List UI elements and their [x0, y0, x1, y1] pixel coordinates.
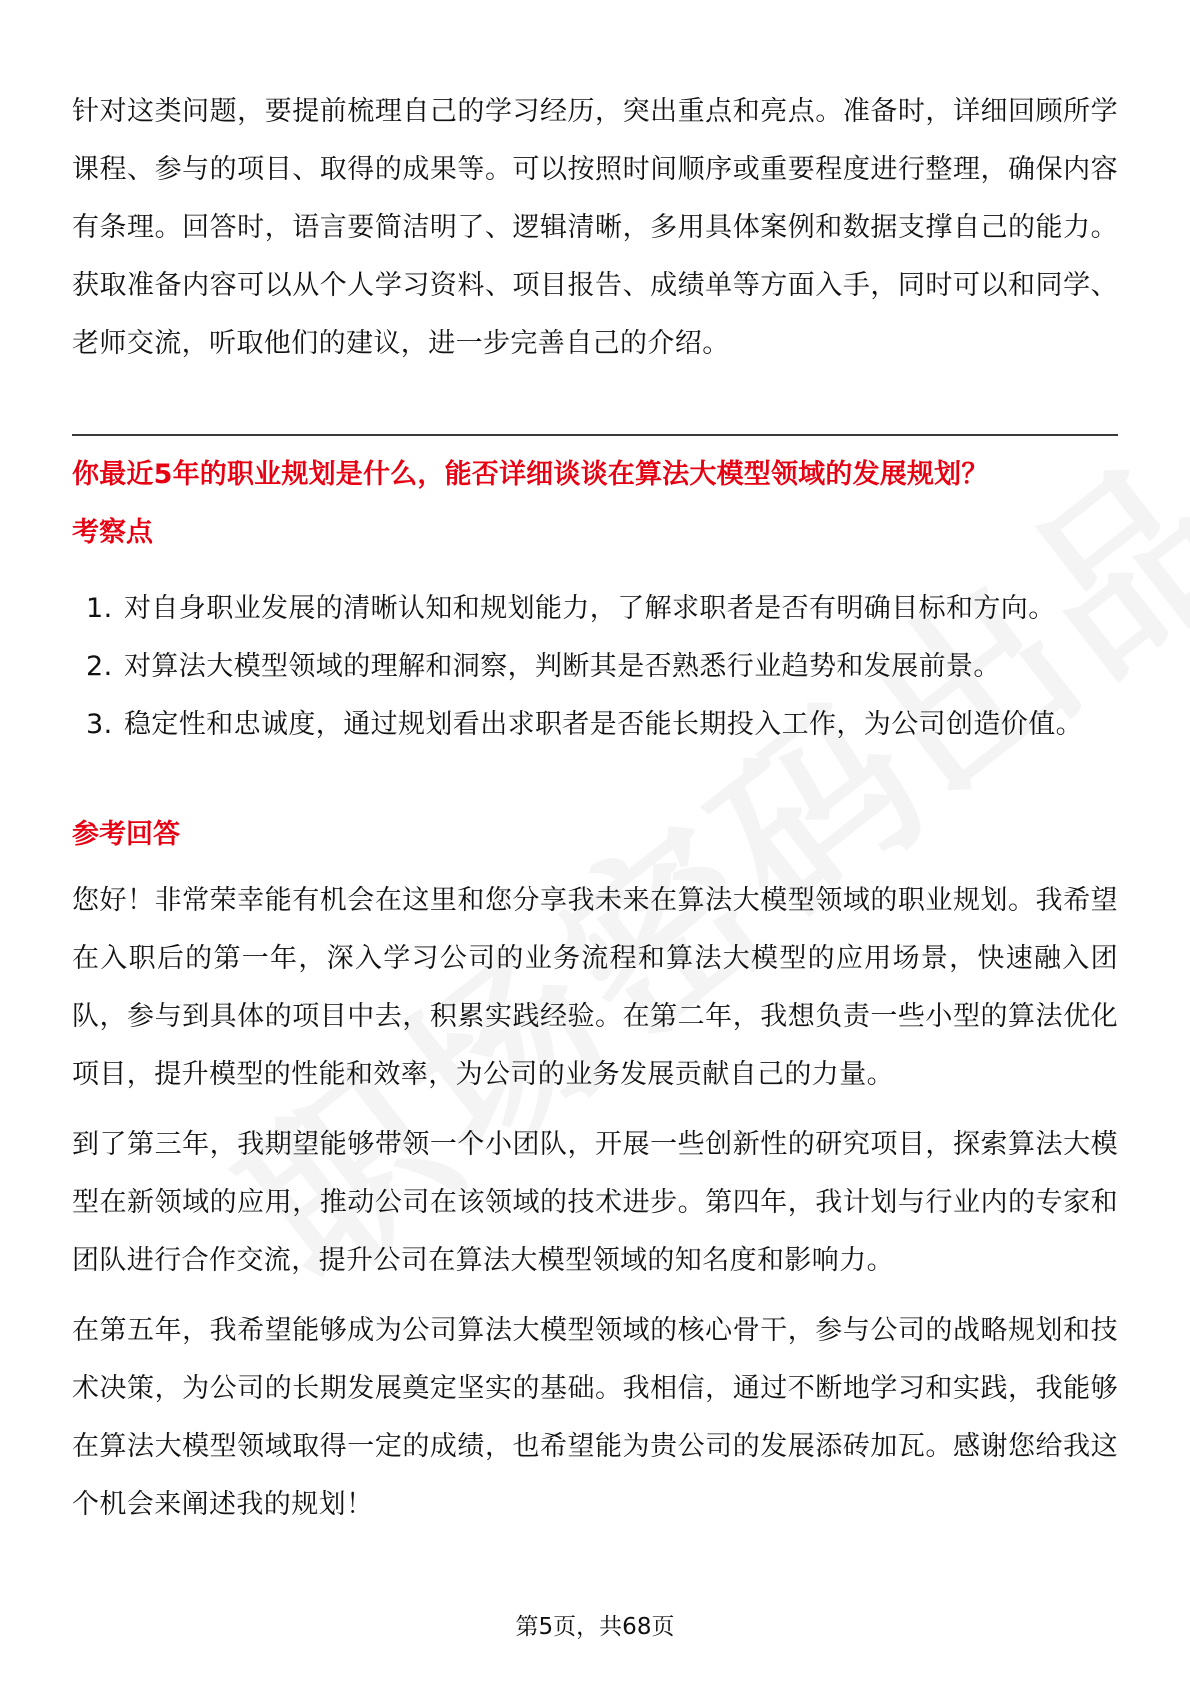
- point-number: 2.: [86, 651, 113, 682]
- question-title: 你最近5年的职业规划是什么，能否详细谈谈在算法大模型领域的发展规划？: [72, 459, 989, 490]
- answer-paragraph: 在第五年，我希望能够成为公司算法大模型领域的核心骨干，参与公司的战略规划和技术决策，为公司的长期发展奠定坚实的基础。我相信，通过不断地学习和实践，我能够在算法大模型领域取得一定的成绩，也希望能为贵公司的发展添砖加瓦。感谢您给我这个机会来阐述我的规划！: [72, 1315, 1118, 1520]
- point-number: 1.: [86, 593, 113, 624]
- point-text: 对自身职业发展的清晰认知和规划能力，了解求职者是否有明确目标和方向。: [124, 593, 1056, 624]
- answer-paragraph: 您好！非常荣幸能有机会在这里和您分享我未来在算法大模型领域的职业规划。我希望在入职后的第一年，深入学习公司的业务流程和算法大模型的应用场景，快速融入团队，参与到具体的项目中去，积累实践经验。在第二年，我想负责一些小型的算法优化项目，提升模型的性能和效率，为公司的业务发展贡献自己的力量。: [72, 885, 1118, 1090]
- point-number: 3.: [86, 709, 113, 740]
- point-text: 稳定性和忠诚度，通过规划看出求职者是否能长期投入工作，为公司创造价值。: [124, 709, 1083, 740]
- point-text: 对算法大模型领域的理解和洞察，判断其是否熟悉行业趋势和发展前景。: [124, 651, 1001, 682]
- assessment-label: 考察点: [72, 517, 153, 548]
- assessment-point: [72, 580, 1118, 638]
- assessment-points-list: [72, 580, 1118, 754]
- answer-label: 参考回答: [72, 819, 180, 850]
- assessment-point: [72, 638, 1118, 696]
- section-divider: [72, 434, 1118, 436]
- answer-paragraph: 到了第三年，我期望能够带领一个小团队，开展一些创新性的研究项目，探索算法大模型在新领域的应用，推动公司在该领域的技术进步。第四年，我计划与行业内的专家和团队进行合作交流，提升公司在算法大模型领域的知名度和影响力。: [72, 1129, 1118, 1276]
- intro-paragraph: 针对这类问题，要提前梳理自己的学习经历，突出重点和亮点。准备时，详细回顾所学课程、参与的项目、取得的成果等。可以按照时间顺序或重要程度进行整理，确保内容有条理。回答时，语言要简洁明了、逻辑清晰，多用具体案例和数据支撑自己的能力。获取准备内容可以从个人学习资料、项目报告、成绩单等方面入手，同时可以和同学、老师交流，听取他们的建议，进一步完善自己的介绍。: [72, 96, 1118, 359]
- assessment-point: [72, 696, 1118, 754]
- page-number: 第5页，共68页: [515, 1614, 675, 1640]
